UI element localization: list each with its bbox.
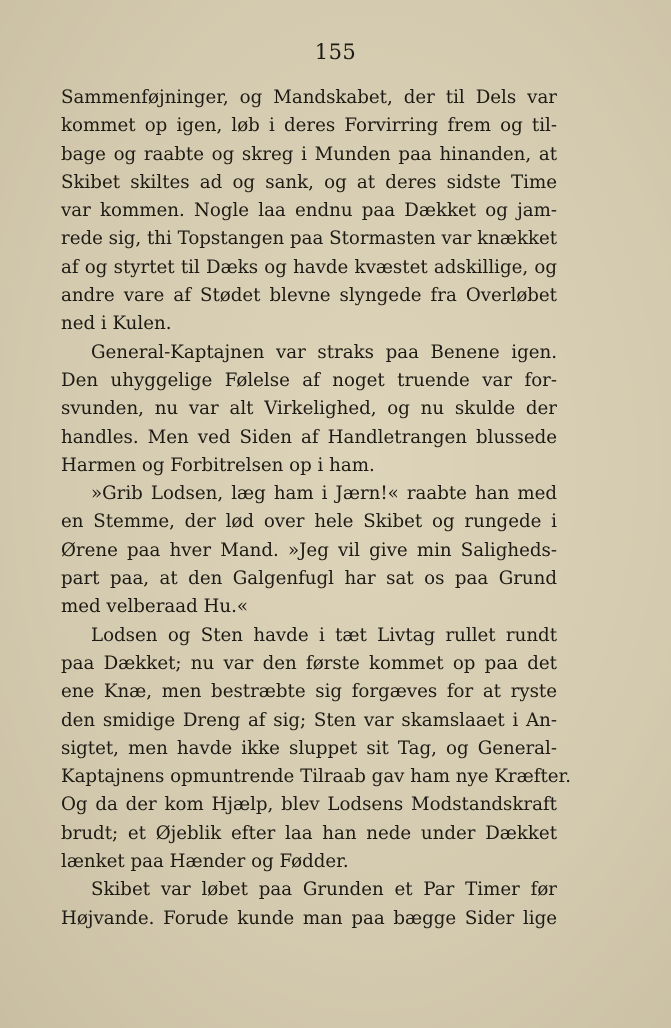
text-line: brudt; et Øjeblik efter laa han nede under Dækket: [61, 822, 557, 844]
text-line: Den uhyggelige Følelse af noget truende var for-: [61, 369, 557, 391]
text-line: Skibet var løbet paa Grunden et Par Timer før: [91, 879, 557, 901]
text-line: Skibet skiltes ad og sank, og at deres sidste Time: [61, 171, 557, 193]
text-line: Og da der kom Hjælp, blev Lodsens Modstandskraft: [61, 794, 557, 816]
text-line: med velberaad Hu.«: [61, 596, 248, 618]
text-line: den smidige Dreng af sig; Sten var skamslaaet i An-: [61, 709, 557, 731]
text-line: Sammenføjninger, og Mandskabet, der til Dels var: [61, 87, 557, 108]
text-line: »Grib Lodsen, læg ham i Jærn!« raabte han med: [91, 483, 557, 505]
text-line: kommet op igen, løb i deres Forvirring frem og til-: [61, 115, 557, 137]
text-line: ned i Kulen.: [61, 313, 172, 335]
text-line: Kaptajnens opmuntrende Tilraab gav ham nye Kræfter.: [61, 766, 571, 788]
text-line: sigtet, men havde ikke sluppet sit Tag, og General-: [61, 737, 557, 759]
text-line: paa Dækket; nu var den første kommet op paa det: [61, 652, 557, 674]
body-text: [61, 84, 571, 933]
text-line: rede sig, thi Topstangen paa Stormasten var knækket: [61, 228, 558, 250]
text-line: handles. Men ved Siden af Handletrangen blussede: [61, 426, 557, 448]
text-line: Højvande. Forude kunde man paa bægge Sider lige: [61, 907, 557, 929]
text-line: af og styrtet til Dæks og havde kvæstet adskillige, og: [61, 256, 557, 278]
page-number: 155: [314, 40, 357, 64]
text-line: Harmen og Forbitrelsen op i ham.: [61, 454, 375, 476]
text-line: en Stemme, der lød over hele Skibet og rungede i: [61, 511, 557, 533]
text-line: lænket paa Hænder og Fødder.: [61, 851, 349, 873]
text-line: General-Kaptajnen var straks paa Benene igen.: [91, 341, 557, 363]
text-line: part paa, at den Galgenfugl har sat os paa Grund: [61, 568, 557, 590]
text-line: andre vare af Stødet blevne slyngede fra Overløbet: [61, 285, 557, 307]
text-line: ene Knæ, men bestræbte sig forgæves for at ryste: [61, 681, 557, 703]
text-line: Ørene paa hver Mand. »Jeg vil give min Saligheds-: [61, 539, 557, 561]
text-line: bage og raabte og skreg i Munden paa hinanden, at: [61, 143, 557, 165]
text-line: Lodsen og Sten havde i tæt Livtag rullet rundt: [91, 624, 557, 646]
text-line: svunden, nu var alt Virkelighed, og nu skulde der: [61, 398, 557, 420]
text-line: var kommen. Nogle laa endnu paa Dækket og jam-: [61, 200, 557, 222]
